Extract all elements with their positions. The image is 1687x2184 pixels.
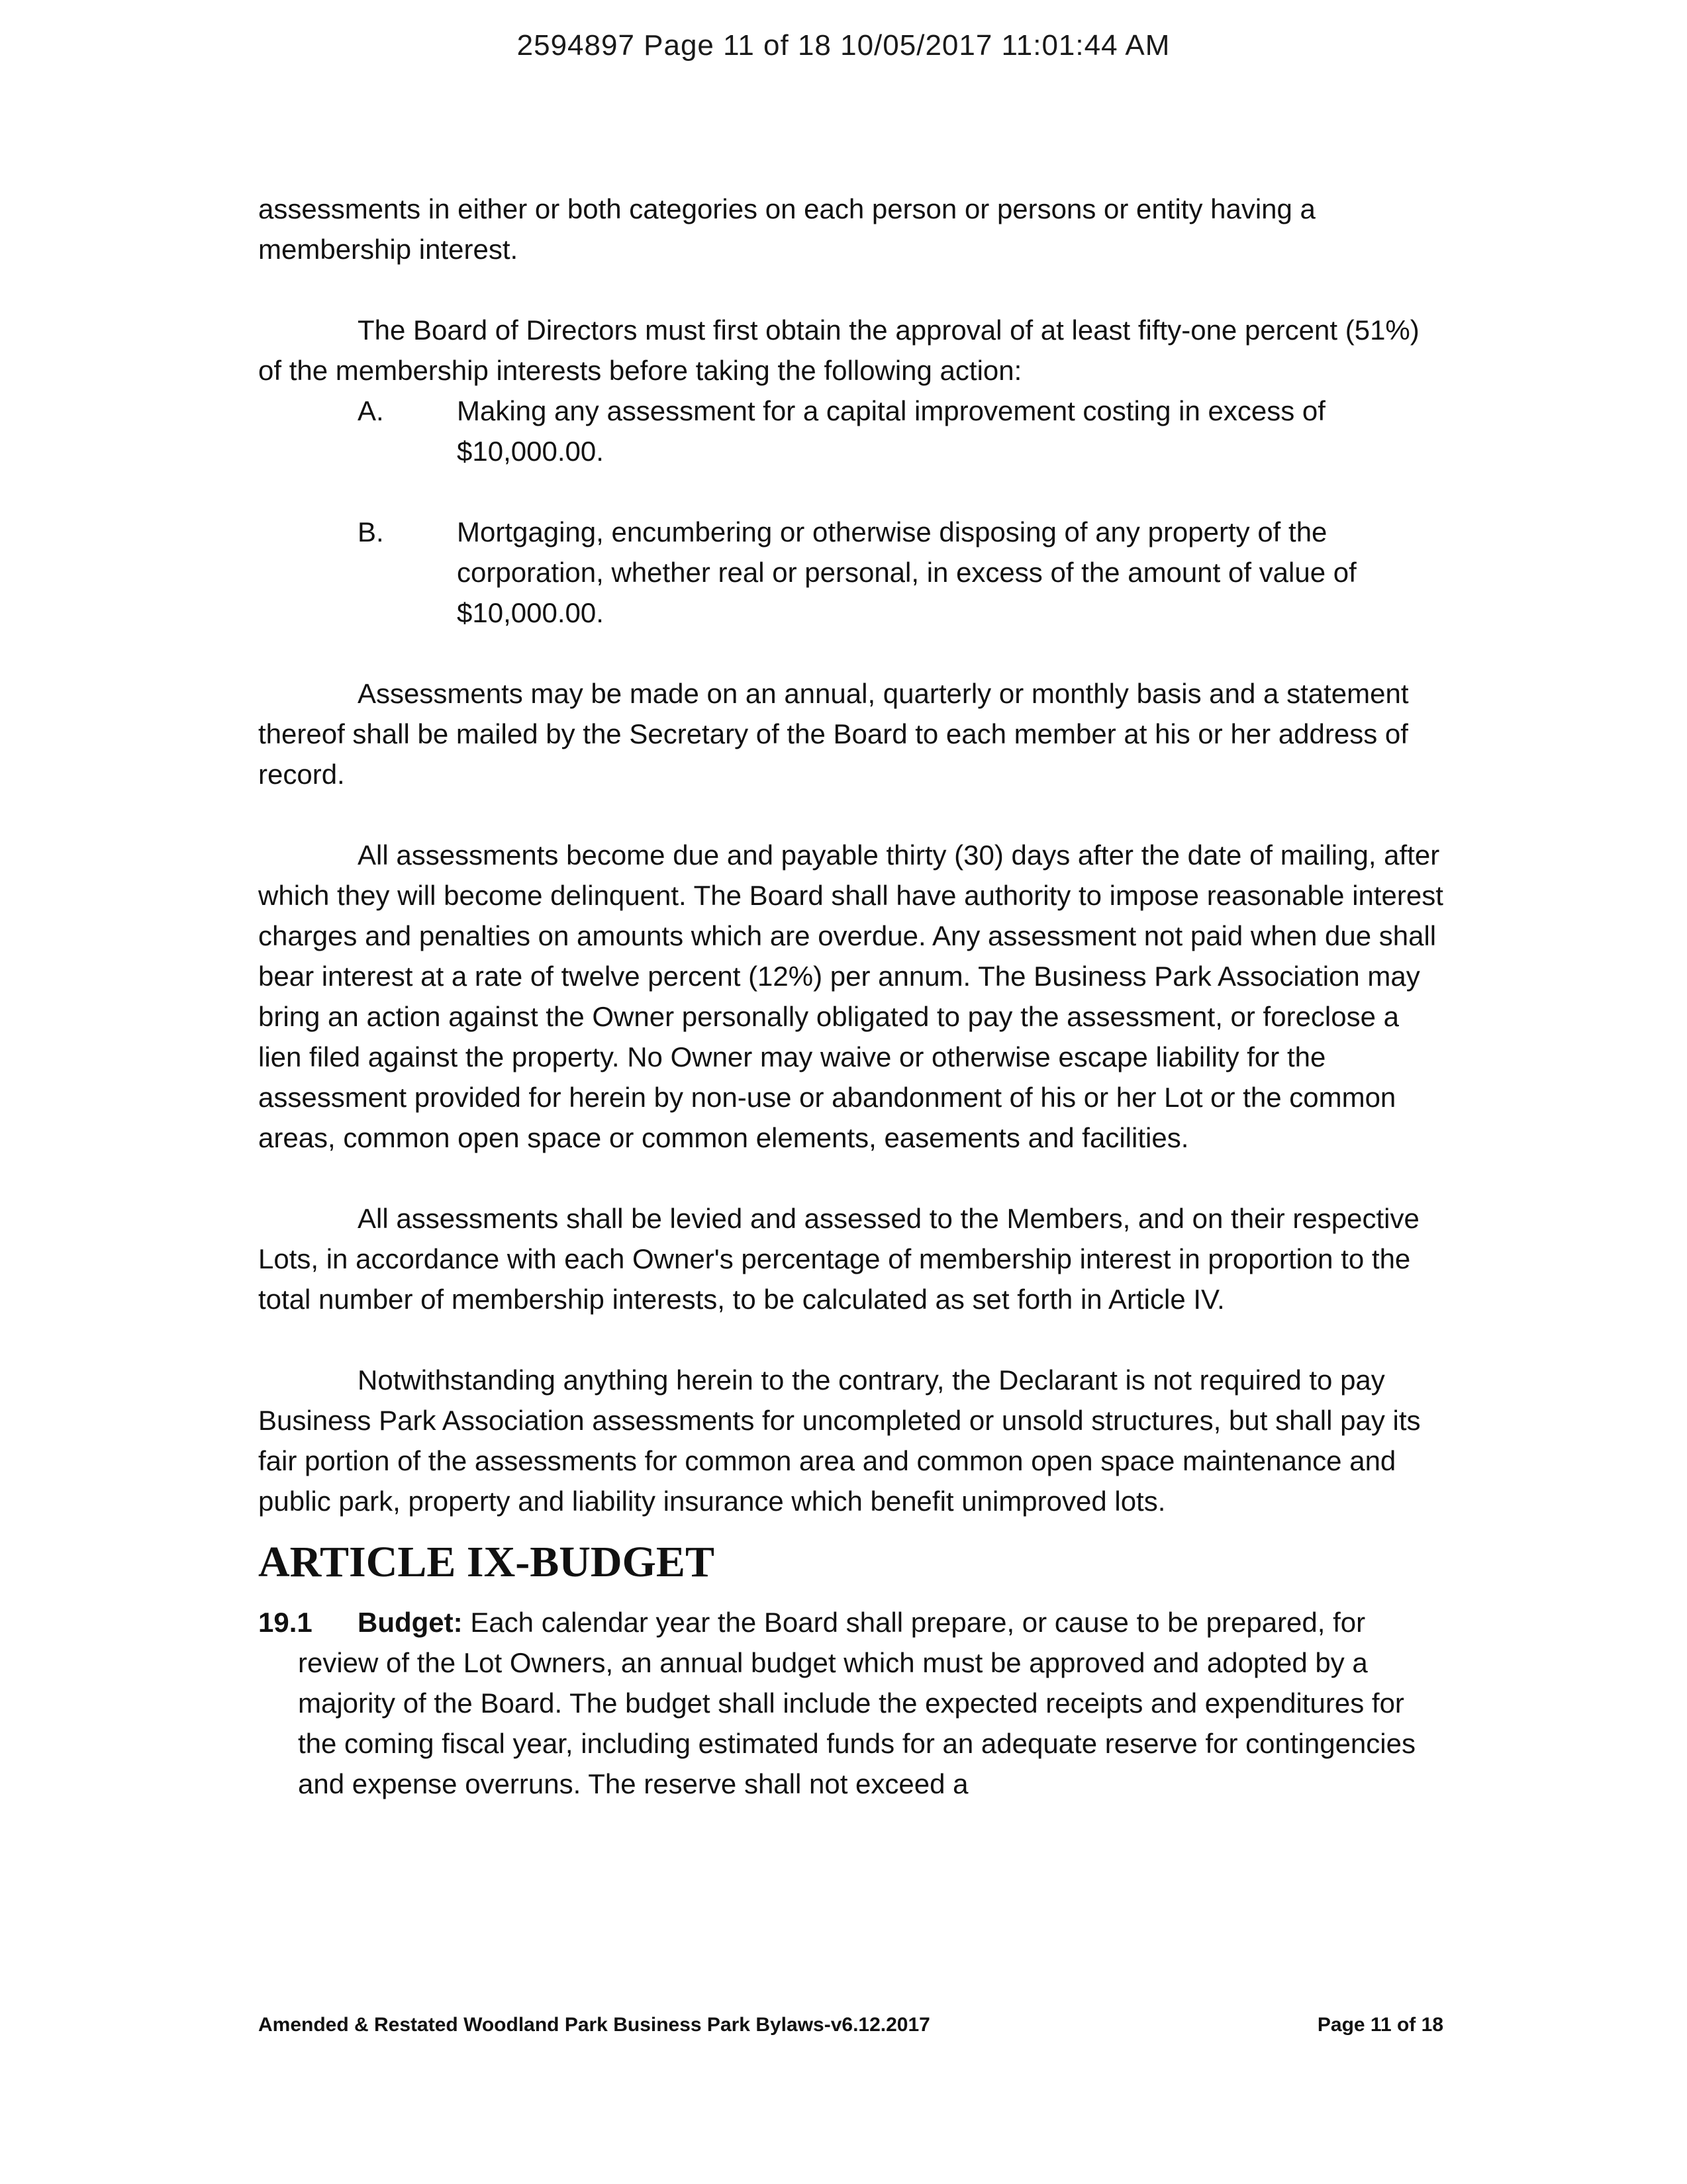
footer-document-title: Amended & Restated Woodland Park Business Park Bylaws-v6.12.2017 [258, 2014, 930, 2036]
footer-page-number: Page 11 of 18 [1317, 2014, 1443, 2036]
paragraph-continuation: assessments in either or both categories on each person or persons or entity having a membership interest. [258, 193, 1316, 265]
list-item-a [258, 391, 1443, 471]
list-item-b [258, 512, 1443, 633]
recording-stamp: 2594897 Page 11 of 18 10/05/2017 11:01:44 AM [516, 29, 1171, 62]
section-text: Each calendar year the Board shall prepare, or cause to be prepared, for review of the Lot Owners, an annual budget which must be approved and adopted by a majority of the Board. The budget shall include the expected receipts and expenditures for the coming fiscal year, including estimated funds for an adequate reserve for contingencies and expense overruns. The reserve shall not exceed a [298, 1607, 1416, 1799]
section-number: 19.1 [258, 1607, 313, 1638]
paragraph-board-approval: The Board of Directors must first obtain the approval of at least fifty-one percent (51%) of the membership interests before taking the following action: [258, 314, 1420, 386]
paragraph-assessment-basis: Assessments may be made on an annual, quarterly or monthly basis and a statement thereof shall be mailed by the Secretary of the Board to each member at his or her address of record. [258, 678, 1409, 790]
section-title: Budget: [358, 1607, 463, 1638]
section-19-1 [258, 1602, 1443, 1804]
list-letter: A. [358, 395, 384, 426]
article-heading: ARTICLE IX-BUDGET [258, 1538, 714, 1586]
paragraph-levied-assessed: All assessments shall be levied and assessed to the Members, and on their respective Lots, in accordance with each Owner's percentage of membership interest in proportion to the total number of membership interests, to be calculated as set forth in Article IV. [258, 1203, 1420, 1315]
list-text: Mortgaging, encumbering or otherwise disposing of any property of the corporation, whether real or personal, in excess of the amount of value of $10,000.00. [457, 516, 1357, 628]
list-text: Making any assessment for a capital improvement costing in excess of $10,000.00. [457, 395, 1326, 467]
page-footer [258, 2014, 1443, 2036]
document-body [258, 189, 1443, 1844]
list-letter: B. [358, 516, 384, 547]
paragraph-due-payable: All assessments become due and payable thirty (30) days after the date of mailing, after which they will become delinquent. The Board shall have authority to impose reasonable interest charges and penalties on amounts which are overdue. Any assessment not paid when due shall bear interest at a rate of twelve percent (12%) per annum. The Business Park Association may bring an action against the Owner personally obligated to pay the assessment, or foreclose a lien filed against the property. No Owner may waive or otherwise escape liability for the assessment provided for herein by non-use or abandonment of his or her Lot or the common areas, common open space or common elements, easements and facilities. [258, 839, 1443, 1153]
paragraph-declarant: Notwithstanding anything herein to the contrary, the Declarant is not required to pay Business Park Association assessments for uncompleted or unsold structures, but shall pay its fair portion of the assessments for common area and common open space maintenance and public park, property and liability insurance which benefit unimproved lots. [258, 1364, 1421, 1517]
